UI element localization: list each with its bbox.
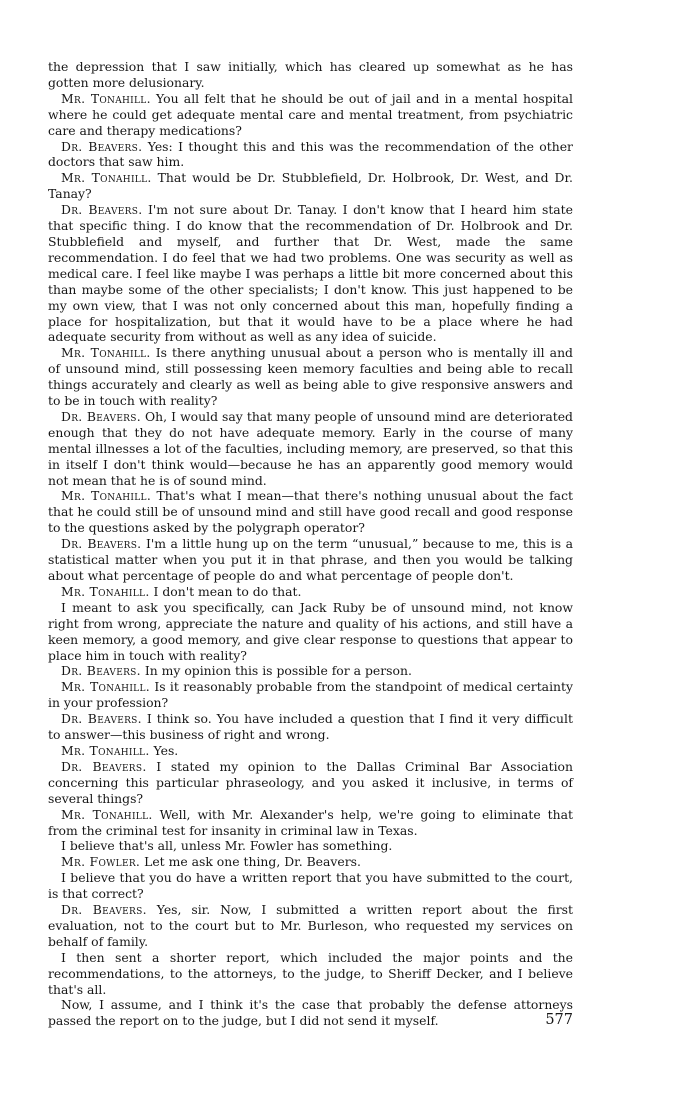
paragraph-text: In my opinion this is possible for a person. <box>144 663 412 679</box>
paragraph-text: I'm not sure about Dr. Tanay. I don't know that I heard him state that specific thing. I do know that the recommendation of Dr. Holbrook and Dr. Stubblefield and myself, and further that Dr. West, made the same recommendation. I do feel that we had two problems. One was security as well as medical care. I feel like maybe I was perhaps a little bit more concerned about this than maybe some of the other specialists; I don't know. This just happened to be my own view, that I was not only concerned about this man, hopefully finding a place for hospitalization, but that it would have to be a place where he had adequate security from without as well as any idea of suicide. <box>48 202 573 345</box>
text-paragraph <box>48 950 573 998</box>
paragraph-text: That's what I mean—that there's nothing unusual about the fact that he could still be of unsound mind and still have good recall and good response to the questions asked by the polygraph operator? <box>48 488 573 536</box>
testimony-paragraph <box>48 743 573 759</box>
paragraph-text: You all felt that he should be out of jail and in a mental hospital where he could get adequate mental care and mental treatment, from psychiatric care and therapy medications? <box>48 90 573 138</box>
speaker-name: Dr. Beavers. <box>61 202 143 218</box>
speaker-name: Mr. Tonahill. <box>61 488 152 504</box>
paragraph-text: That would be Dr. Stubblefield, Dr. Holbrook, Dr. West, and Dr. Tanay? <box>48 170 573 202</box>
testimony-paragraph <box>48 536 573 584</box>
transcript-body <box>48 59 573 1029</box>
paragraph-text: I think so. You have included a question that I find it very difficult to answer—this business of right and wrong. <box>48 711 573 743</box>
paragraph-text: I stated my opinion to the Dallas Criminal Bar Association concerning this particular phraseology, and you asked it inclusive, in terms of several things? <box>48 758 573 806</box>
text-paragraph <box>48 838 573 854</box>
speaker-name: Dr. Beavers. <box>61 408 141 424</box>
testimony-paragraph <box>48 854 573 870</box>
paragraph-text: Yes, sir. Now, I submitted a written report about the first evaluation, not to the court but to Mr. Burleson, who requested my services on behalf of family. <box>48 902 573 949</box>
text-paragraph <box>48 870 573 902</box>
paragraph-text: Yes. <box>153 742 179 758</box>
paragraph-text: Well, with Mr. Alexander's help, we're going to eliminate that from the criminal test for insanity in criminal law in Texas. <box>48 806 573 838</box>
paragraph-text: the depression that I saw initially, which has cleared up somewhat as he has gotten more delusionary. <box>48 59 573 90</box>
testimony-paragraph <box>48 488 573 536</box>
paragraph-text: Oh, I would say that many people of unsound mind are deteriorated enough that they do not have adequate memory. Early in the course of many mental illnesses a lot of the faculties, including memory, are preserved, so that this in itself I don't think would—because he has an apparently good memory would not mean that he is of sound mind. <box>48 408 573 488</box>
testimony-paragraph <box>48 679 573 711</box>
speaker-name: Dr. Beavers. <box>61 758 147 774</box>
testimony-paragraph <box>48 902 573 950</box>
paragraph-text: I'm a little hung up on the term “unusual,” because to me, this is a statistical matter when you put it in that phrase, and then you would be talking about what percentage of people do and what percentage of people don't. <box>48 536 573 583</box>
speaker-name: Mr. Tonahill. <box>61 90 151 106</box>
speaker-name: Mr. Tonahill. <box>61 679 150 695</box>
paragraph-text: I don't mean to do that. <box>153 583 302 599</box>
text-paragraph <box>48 600 573 664</box>
paragraph-text: Let me ask one thing, Dr. Beavers. <box>144 854 361 870</box>
testimony-paragraph <box>48 170 573 202</box>
testimony-paragraph <box>48 759 573 807</box>
testimony-paragraph <box>48 807 573 839</box>
paragraph-text: Now, I assume, and I think it's the case that probably the defense attorneys passed the report on to the judge, but I did not send it myself. <box>48 997 573 1029</box>
testimony-paragraph <box>48 409 573 489</box>
speaker-name: Mr. Tonahill. <box>61 806 153 822</box>
testimony-paragraph <box>48 584 573 600</box>
paragraph-text: Is there anything unusual about a person who is mentally ill and of unsound mind, still possessing keen memory faculties and being able to recall things accurately and clearly as well as being able to give responsive answers and to be in touch with reality? <box>48 345 573 409</box>
speaker-name: Dr. Beavers. <box>61 902 147 918</box>
page-number: 577 <box>545 1012 573 1028</box>
speaker-name: Dr. Beavers. <box>61 536 142 552</box>
speaker-name: Dr. Beavers. <box>61 138 143 154</box>
speaker-name: Dr. Beavers. <box>61 711 142 727</box>
speaker-name: Dr. Beavers. <box>61 663 141 679</box>
testimony-paragraph <box>48 345 573 409</box>
paragraph-text: I believe that's all, unless Mr. Fowler has something. <box>61 838 393 854</box>
paragraph-text: Yes: I thought this and this was the recommendation of the other doctors that saw him. <box>48 138 573 170</box>
testimony-paragraph <box>48 711 573 743</box>
testimony-paragraph <box>48 139 573 171</box>
paragraph-text: I believe that you do have a written report that you have submitted to the court, is that correct? <box>48 870 573 902</box>
speaker-name: Mr. Tonahill. <box>61 345 151 361</box>
testimony-paragraph <box>48 91 573 139</box>
testimony-paragraph <box>48 663 573 679</box>
paragraph-text: I then sent a shorter report, which included the major points and the recommendations, to the attorneys, to the judge, to Sheriff Decker, and I believe that's all. <box>48 949 573 997</box>
text-paragraph <box>48 997 573 1029</box>
testimony-paragraph <box>48 202 573 345</box>
speaker-name: Mr. Tonahill. <box>61 170 152 186</box>
text-paragraph <box>48 59 573 91</box>
speaker-name: Mr. Tonahill. <box>61 742 150 758</box>
speaker-name: Mr. Fowler. <box>61 854 141 870</box>
paragraph-text: Is it reasonably probable from the standpoint of medical certainty in your profession? <box>48 679 573 711</box>
paragraph-text: I meant to ask you specifically, can Jack Ruby be of unsound mind, not know right from wrong, appreciate the nature and quality of his actions, and still have a keen memory, a good memory, and give clear response to questions that appear to place him in touch with reality? <box>48 599 573 663</box>
speaker-name: Mr. Tonahill. <box>61 583 150 599</box>
